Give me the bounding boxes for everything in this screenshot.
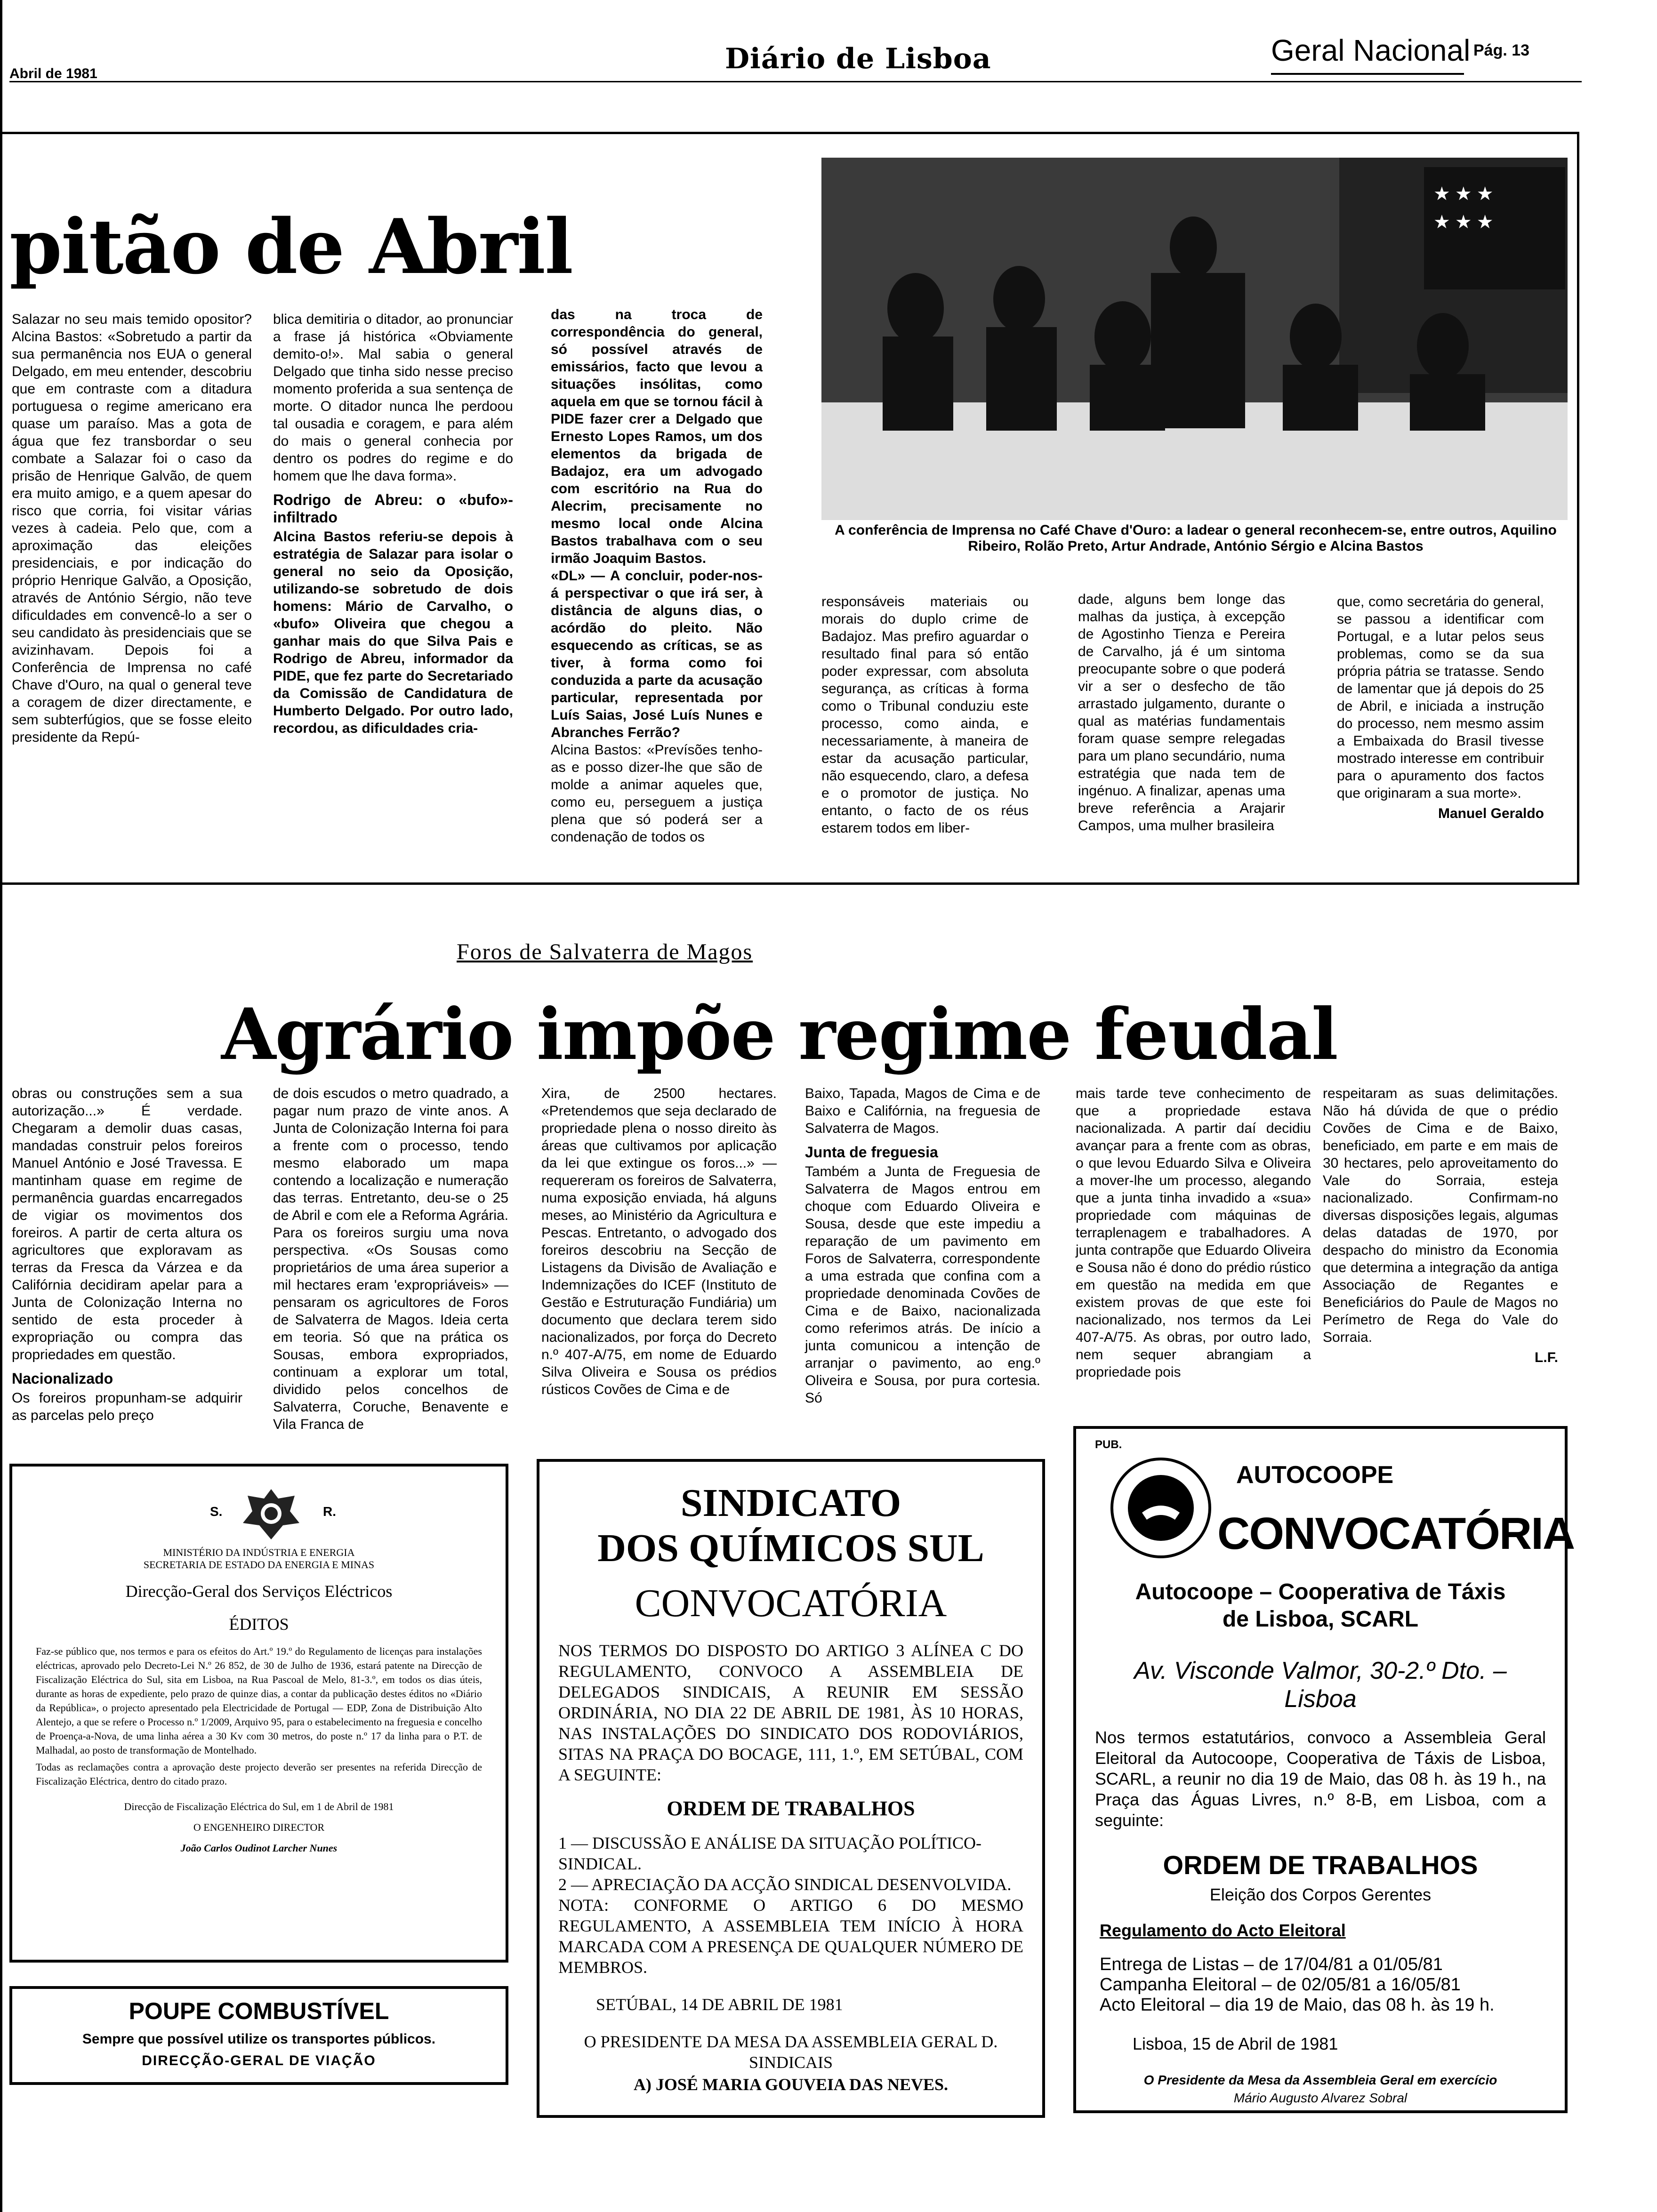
- article-text: que, como secretária do general, se passou a identificar com Portugal, e a lutar pelos seus problemas, como se da sua própria pátria se tratasse. Sendo de lamentar que já depois do 25 de Abril, e iniciada a instrução do processo, nem mesmo assim a Embaixada do Brasil tivesse mostrado interesse em contribuir para o apuramento dos factos que originaram a sua morte».: [1337, 594, 1544, 801]
- article-text: blica demitiria o ditador, ao pronunciar a frase já histórica «Obviamente demito-o!». Mal sabia o general Delgado que tinha sido nesse preciso momento proferida a sua sentença de morte. O ditador nunca lhe perdoou tal ousadia e coragem, e para além do mais o general conhecia por dentro os podres do regime e do homem que lhe dava forma».: [273, 312, 513, 484]
- article-column-5: [1078, 591, 1285, 834]
- editos-place-date: Direcção de Fiscalização Eléctrica do Sul, em 1 de Abril de 1981: [124, 1801, 394, 1812]
- autocoope-reg-3: Acto Eleitoral – dia 19 de Maio, das 08 h. às 19 h.: [1100, 1995, 1495, 2015]
- ministry-name: MINISTÉRIO DA INDÚSTRIA E ENERGIA: [163, 1547, 355, 1558]
- editos-body-2: Todas as reclamações contra a aprovação deste projecto deverão ser presentes na referida Direcção de Fiscalização Eléctrica, dentro do citado prazo.: [36, 1761, 482, 1787]
- sindicato-title-1: SINDICATO: [680, 1481, 901, 1525]
- autocoope-agenda-item: Eleição dos Corpos Gerentes: [1209, 1885, 1432, 1904]
- editos-body: Faz-se público que, nos termos e para os efeitos do Art.º 19.º do Regulamento de licenças para instalações eléctricas, aprovado pelo Decreto-Lei N.º 26 852, de 30 de Julho de 1936, estará patente na Direcção de Fiscalização Eléctrica do Sul, sita em Lisboa, na Rua Pascoal de Melo, 81-3.º, em todos os dias úteis, durante as horas de expediente, pelo prazo de quinze dias, a contar da publicação destes éditos no «Diário da República», o projecto apresentado pela Electricidade de Portugal — EDP, Zona de Distribuição Alto Alentejo, a que se refere o Processo n.º 1/2009, Arquivo 95, para o estabelecimento na freguesia e concelho de Proença-a-Nova, de uma linha aérea a 30 Kv com 30 metros, do poste n.º 17 da linha para o P.T. de Malhadal, ao posto de transformação de Montelhado.: [36, 1645, 482, 1756]
- article-text: Alcina Bastos referiu-se depois à estratégia de Salazar para isolar o general no seio da Oposição, utilizando-se sobretudo de dois homens: Mário de Carvalho, o «bufo» Oliveira que chegou a ganhar mais do que Silva Pais e Rodrigo de Abreu, informador da PIDE, que fez parte do Secretariado da Comissão de Candidatura de Humberto Delgado. Por outro lado, recordou, as dificuldades cria-: [273, 529, 513, 736]
- handshake-icon: [1109, 1456, 1213, 1560]
- article2-text: Xira, de 2500 hectares. «Pretendemos que seja declarado de propriedade plena o nosso direito às áreas que cultivamos por aplicação da lei que extingue os foros...» — requereram os foreiros de Salvaterra, numa exposição enviada, há alguns meses, ao Ministério da Agricultura e Pescas. Entretanto, o advogado dos foreiros descobriu na Secção de Listagens da Divisão de Avaliação e Indemnizações do ICEF (Instituto de Gestão e Estruturação Fundiária) um documento que declara terem sido nacionalizados, por força do Decreto n.º 407-A/75, em nome de Eduardo Silva Oliveira e Sousa os prédios rústicos Covões de Cima e de: [541, 1086, 777, 1397]
- article2-text: de dois escudos o metro quadrado, a pagar num prazo de vinte anos. A Junta de Colonização Interna foi para a frente com o processo, tendo mesmo elaborado um mapa contendo a localização e numeração das terras. Entretanto, deu-se o 25 de Abril e com ele a Reforma Agrária. Para os foreiros surgiu uma nova perspectiva. «Os Sousas como proprietários de uma área superior a mil hectares eram 'expropriáveis» — pensaram os agricultores de Foros de Salvaterra de Magos. Ideia certa em teoria. Só que na prática os Sousas, embora expropriados, continuam a explorar um total, dividido pelos concelhos de Salvaterra, Coruche, Benavente e Vila Franca de: [273, 1086, 508, 1432]
- article-author: Manuel Geraldo: [1438, 806, 1544, 821]
- article-text: Alcina Bastos: «Prevísões tenho-as e posso dizer-lhe que são de molde a animar aqueles que, como eu, perseguem a justiça plena que só poderá ser a condenação de todos os: [551, 742, 763, 845]
- article2-text: Os foreiros propunham-se adquirir as parcelas pelo preço: [12, 1390, 242, 1423]
- article2-column-4: [805, 1085, 1040, 1407]
- sindicato-body: NOS TERMOS DO DISPOSTO DO ARTIGO 3 ALÍNEA C DO REGULAMENTO, CONVOCO A ASSEMBLEIA DE DELEGADOS SINDICAIS, A REUNIR EM SESSÃO ORDINÁRIA, NO DIA 22 DE ABRIL DE 1981, ÀS 10 HORAS, NAS INSTALAÇÕES DO SINDICATO DOS RODOVIÁRIOS, SITAS NA PRAÇA DO BOCAGE, 111, 1.º, EM SETÚBAL, COM A SEGUINTE:: [558, 1641, 1023, 1784]
- autocoope-address: Av. Visconde Valmor, 30-2.º Dto. – Lisboa: [1134, 1657, 1507, 1713]
- pub-label: PUB.: [1095, 1438, 1122, 1451]
- article2-column-5: [1076, 1085, 1311, 1381]
- article-text: dade, alguns bem longe das malhas da justiça, à excepção de Agostinho Tienza e Pereira de Carvalho, já é um sintoma preocupante sobre o que poderá vir a ser o desfecho de tão arrastado julgamento, durante o qual as matérias fundamentais foram quase sempre relegadas para um plano secundário, numa estratégia que nada tem de ingénuo. A finalizar, apenas uma breve referência a Arajarir Campos, uma mulher brasileira: [1078, 592, 1285, 834]
- article-headline: pitão de Abril: [9, 202, 572, 291]
- article2-headline: Agrário impõe regime feudal: [221, 993, 1337, 1076]
- editos-ad: [9, 1464, 508, 1963]
- article-column-1: [12, 311, 252, 746]
- article-column-2: [273, 311, 513, 737]
- section-rule: [1271, 73, 1464, 75]
- photo-caption: A conferência de Imprensa no Café Chave d'Ouro: a ladear o general reconhecem-se, entre outros, Aquilino Ribeiro, Rolão Preto, Artur Andrade, António Sérgio e Alcina Bastos: [835, 522, 1557, 554]
- newspaper-logo: Diário de Lisboa: [725, 42, 991, 75]
- seal-letter-left: S.: [210, 1504, 223, 1519]
- sindicato-item-1: 1 — DISCUSSÃO E ANÁLISE DA SITUAÇÃO POLÍTICO-SINDICAL.: [558, 1834, 982, 1873]
- article2-text: obras ou construções sem a sua autorização...» É verdade. Chegaram a demolir duas casas, mandadas construir pelos foreiros Manuel António e José Travessa. E mantinham quase em regime de permanência guardas encarregados de vigiar os movimentos dos foreiros. A partir de certa altura os agricultores que exploravam as terras da Fresca da Várzea e da Califórnia decidiram apelar para a Junta de Colonização Interna no sentido de esta proceder à expropriação ou compra das propriedades em questão.: [12, 1086, 242, 1362]
- article2-author: L.F.: [1535, 1350, 1558, 1365]
- autocoope-body: Nos termos estatutários, convoco a Assembleia Geral Eleitoral da Autocoope, Cooperativa de Táxis de Lisboa, SCARL, a reunir no dia 19 de Maio, das 08 h. às 19 h., na Praça das Águas Livres, n.º 8-B, em Lisboa, com a seguinte:: [1095, 1728, 1546, 1830]
- article2-text: mais tarde teve conhecimento de que a propriedade estava nacionalizada. A partir daí decidiu avançar para a frente com as obras, o que levou Eduardo Silva e Oliveira a mover-lhe um processo, alegando que a junta tinha invadido a «sua» propriedade com máquinas de terraplenagem e trabalhadores. A junta contrapõe que Eduardo Oliveira e Sousa não é dono do prédio rústico em questão na medida em que existem provas de que este foi nacionalizado, nos termos da Lei 407-A/75. As obras, por outro lado, nem sequer abrangiam a propriedade pois: [1076, 1086, 1311, 1380]
- poupe-title: POUPE COMBUSTÍVEL: [129, 1998, 389, 2024]
- autocoope-coop-name: Autocoope – Cooperativa de Táxis de Lisboa, SCARL: [1135, 1579, 1506, 1632]
- sindicato-ad: [537, 1459, 1045, 2118]
- sindicato-date: SETÚBAL, 14 DE ABRIL DE 1981: [596, 1995, 843, 2014]
- autocoope-reg-title: Regulamento do Acto Eleitoral: [1100, 1921, 1346, 1940]
- seal-letter-right: R.: [323, 1504, 336, 1519]
- article-subhead: Rodrigo de Abreu: o «bufo»-infiltrado: [273, 491, 513, 526]
- poupe-ad: [9, 1986, 508, 2085]
- svg-text:★ ★ ★: ★ ★ ★: [1433, 183, 1494, 204]
- article-column-6: [1337, 593, 1544, 822]
- article2-text: Também a Junta de Freguesia de Salvaterra de Magos entrou em choque com Eduardo Oliveira e Sousa, desde que este impediu a reparação de um pavimento em Foros de Salvaterra, correspondente a uma estrada que confina com a propriedade denominada Covões de Cima e de Baixo, nacionalizada como referimos atrás. De início a junta comunicou a intenção de arranjar o pavimento, ao eng.º Oliveira e Sousa, por pura cortesia. Só: [805, 1164, 1040, 1406]
- page-number: Pág. 13: [1473, 41, 1530, 59]
- article2-column-3: [541, 1085, 777, 1398]
- article-text: «DL» — A concluir, poder-nos-á perspectivar o que irá ser, à distância de alguns dias, o acórdão do pleito. Não esquecendo as críticas, se as tiver, à forma como foi conduzida a parte da acusação particular, representada por Luís Saias, José Luís Nunes e Abranches Ferrão?: [551, 568, 763, 740]
- autocoope-signer: Mário Augusto Alvarez Sobral: [1233, 2091, 1408, 2105]
- sindicato-note: NOTA: CONFORME O ARTIGO 6 DO MESMO REGULAMENTO, A ASSEMBLEIA TEM INÍCIO À HORA MARCADA COM A PRESENÇA DE QUALQUER NÚMERO DE MEMBROS.: [558, 1896, 1023, 1977]
- article2-column-6: [1323, 1085, 1558, 1366]
- autocoope-president: O Presidente da Mesa da Assembleia Geral em exercício: [1143, 2073, 1497, 2087]
- article-column-3: [551, 306, 763, 846]
- autocoope-reg-1: Entrega de Listas – de 17/04/81 a 01/05/81: [1100, 1955, 1443, 1974]
- autocoope-ad: [1073, 1426, 1575, 2113]
- secretariat-name: SECRETARIA DE ESTADO DA ENERGIA E MINAS: [143, 1559, 375, 1571]
- article-text: das na troca de correspondência do general, só possível através de emissários, facto que levou a situações insólitas, como aquela em que se tornou fácil à PIDE fazer crer a Delgado que Ernesto Lopes Ramos, um dos elementos da brigada de Badajoz, era um advogado com escritório na Rua do Alecrim, precisamente no mesmo local onde Alcina Bastos trabalhava com o seu irmão Joaquim Bastos.: [551, 307, 763, 566]
- poupe-line-1: Sempre que possível utilize os transportes públicos.: [82, 2031, 436, 2047]
- article-text: Salazar no seu mais temido opositor? Alcina Bastos: «Sobretudo a partir da sua permanência nos EUA o general Delgado, em meu entender, descobriu que em contraste com a ditadura portuguesa o regime americano era quase um paraíso. Mas a gota de água que fez transbordar o seu combate a Salazar foi o caso da prisão de Henrique Galvão, de quem era muito amigo, e a quem apesar do risco que corria, foi visitar várias vezes à cadeia. Pelo que, com a aproximação das eleições presidenciais, e por indicação do próprio Henrique Galvão, a Oposição, através de António Sérgio, não teve dificuldades em convencê-lo a ser o seu candidato às presidenciais que se avizinhavam. Depois foi a Conferência de Imprensa no café Chave d'Ouro, na qual o general teve a coragem de dizer directamente, e sem subterfúgios, que se fosse eleito presidente da Repú-: [12, 312, 252, 745]
- issue-date: Abril de 1981: [9, 66, 97, 81]
- autocoope-reg-2: Campanha Eleitoral – de 02/05/81 a 16/05/81: [1100, 1975, 1461, 1995]
- autocoope-date: Lisboa, 15 de Abril de 1981: [1133, 2034, 1338, 2053]
- sindicato-signer: A) JOSÉ MARIA GOUVEIA DAS NEVES.: [633, 2075, 949, 2094]
- editos-signer: João Carlos Oudinot Larcher Nunes: [180, 1842, 338, 1854]
- sindicato-agenda-title: ORDEM DE TRABALHOS: [667, 1797, 915, 1820]
- editos-role: O ENGENHEIRO DIRECTOR: [193, 1821, 325, 1833]
- coat-of-arms-icon: [238, 1485, 304, 1542]
- section-title: Geral Nacional: [1271, 33, 1471, 67]
- autocoope-logo-row: [1095, 1451, 1575, 1564]
- sindicato-subtitle: CONVOCATÓRIA: [635, 1581, 947, 1625]
- svg-text:★ ★ ★: ★ ★ ★: [1433, 211, 1494, 232]
- editos-seal-row: [36, 1485, 482, 1542]
- article-text: responsáveis materiais ou morais do duplo crime de Badajoz. Mas prefiro aguardar o resultado final para só então poder expressar, com absoluta segurança, as críticas à forma como o Tribunal conduziu este processo, como ainda, e necessariamente, à maneira de estar da acusação particular, não esquecendo, claro, a defesa e o promotor de justiça. No entanto, o facto de os réus estarem todos em liber-: [821, 594, 1029, 836]
- autocoope-title: CONVOCATÓRIA: [1217, 1508, 1575, 1559]
- article2-column-2: [273, 1085, 508, 1433]
- article2-kicker: Foros de Salvaterra de Magos: [457, 939, 753, 964]
- conference-photo: [821, 158, 1568, 520]
- sindicato-title-2: DOS QUÍMICOS SUL: [597, 1526, 984, 1570]
- directorate-name: Direcção-Geral dos Serviços Eléctricos: [125, 1582, 393, 1601]
- article2-text: respeitaram as suas delimitações. Não há dúvida de que o prédio Covões de Cima e de Baixo, beneficiado, em parte e em mais de 30 hectares, pelo aproveitamento do Vale do Sorraia, esteja nacionalizado. Confirmam-no diversas disposições legais, algumas delas datadas de 1970, por despacho do ministro da Economia que determina a integração da antiga Associação de Regantes e Beneficiários do Paule de Magos no Perímetro de Rega do Vale do Sorraia.: [1323, 1086, 1558, 1345]
- sindicato-president: O PRESIDENTE DA MESA DA ASSEMBLEIA GERAL D. SINDICAIS: [584, 2032, 998, 2072]
- article2-subhead: Junta de freguesia: [805, 1144, 938, 1161]
- header-rule: [9, 81, 1582, 82]
- editos-title: ÉDITOS: [229, 1615, 289, 1634]
- article2-subhead: Nacionalizado: [12, 1370, 113, 1387]
- poupe-line-2: DIRECÇÃO-GERAL DE VIAÇÃO: [142, 2053, 376, 2068]
- photo-image: [821, 158, 1568, 520]
- article2-text: Baixo, Tapada, Magos de Cima e de Baixo e Califórnia, na freguesia de Salvaterra de Magos.: [805, 1086, 1040, 1136]
- autocoope-agenda-title: ORDEM DE TRABALHOS: [1163, 1850, 1478, 1880]
- article-column-4: [821, 593, 1029, 837]
- article2-column-1: [12, 1085, 242, 1424]
- sindicato-item-2: 2 — APRECIAÇÃO DA ACÇÃO SINDICAL DESENVOLVIDA.: [558, 1875, 1012, 1894]
- autocoope-brand: AUTOCOOPE: [1236, 1461, 1394, 1489]
